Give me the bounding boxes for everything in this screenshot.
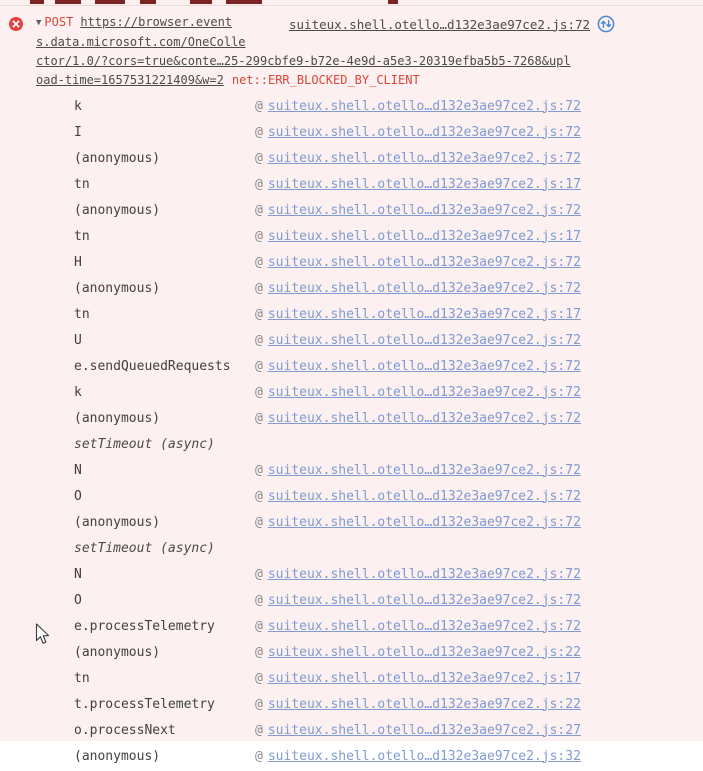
stack-source-link[interactable]: suiteux.shell.otello…d132e3ae97ce2.js:72 — [267, 488, 581, 504]
stack-function-name: t.processTelemetry — [74, 696, 215, 712]
stack-source-link[interactable]: suiteux.shell.otello…d132e3ae97ce2.js:22 — [267, 696, 581, 712]
stack-frame-location — [255, 151, 581, 166]
network-error-code: net::ERR_BLOCKED_BY_CLIENT — [231, 73, 420, 87]
stack-frame — [36, 483, 703, 509]
stack-frame — [36, 509, 703, 535]
stack-frame — [36, 535, 703, 561]
at-symbol: @ — [255, 722, 263, 738]
stack-function-name: setTimeout (async) — [74, 540, 215, 556]
at-symbol: @ — [255, 696, 263, 712]
stack-function-name: (anonymous) — [74, 202, 161, 218]
stack-source-link[interactable]: suiteux.shell.otello…d132e3ae97ce2.js:17 — [267, 306, 581, 322]
request-url-line-2[interactable]: s.data.microsoft.com/OneColle — [36, 35, 246, 49]
at-symbol: @ — [255, 462, 263, 478]
stack-frame — [36, 691, 703, 717]
request-method: POST — [44, 15, 74, 29]
stack-frame — [36, 665, 703, 691]
at-symbol: @ — [255, 306, 263, 322]
stack-source-link[interactable]: suiteux.shell.otello…d132e3ae97ce2.js:17 — [267, 670, 581, 686]
stack-source-link[interactable]: suiteux.shell.otello…d132e3ae97ce2.js:72 — [267, 618, 581, 634]
stack-frame-location — [255, 281, 581, 296]
stack-source-link[interactable]: suiteux.shell.otello…d132e3ae97ce2.js:72 — [267, 410, 581, 426]
stack-frame-location — [255, 619, 581, 634]
stack-function-name: tn — [74, 176, 90, 192]
stack-frame-location — [255, 307, 581, 322]
stack-frame-location — [255, 411, 581, 426]
clipped-glyph-fragment — [30, 0, 44, 4]
at-symbol: @ — [255, 592, 263, 608]
stack-frame — [36, 405, 703, 431]
clipped-glyph-fragment — [140, 0, 156, 4]
stack-function-name: N — [74, 566, 82, 582]
stack-frame — [36, 197, 703, 223]
stack-frame-location — [255, 255, 581, 270]
stack-function-name: o.processNext — [74, 722, 176, 738]
stack-frame — [36, 327, 703, 353]
stack-frame-location — [255, 749, 581, 764]
stack-frame-location — [255, 229, 581, 244]
stack-frame — [36, 587, 703, 613]
stack-source-link[interactable]: suiteux.shell.otello…d132e3ae97ce2.js:72 — [267, 202, 581, 218]
request-source — [289, 15, 615, 33]
stack-frame-location — [255, 723, 581, 738]
stack-frame-location — [255, 99, 581, 114]
clipped-glyph-fragment — [55, 0, 81, 4]
mouse-cursor — [35, 623, 50, 645]
error-icon — [9, 17, 23, 31]
stack-frame — [36, 743, 703, 769]
stack-function-name: (anonymous) — [74, 150, 161, 166]
stack-source-link[interactable]: suiteux.shell.otello…d132e3ae97ce2.js:72 — [267, 592, 581, 608]
stack-source-link[interactable]: suiteux.shell.otello…d132e3ae97ce2.js:72 — [267, 384, 581, 400]
stack-frame — [36, 379, 703, 405]
at-symbol: @ — [255, 254, 263, 270]
request-url-line-4[interactable]: oad-time=1657531221409&w=2 — [36, 73, 224, 87]
stack-source-link[interactable]: suiteux.shell.otello…d132e3ae97ce2.js:17 — [267, 176, 581, 192]
stack-frame — [36, 145, 703, 171]
expand-toggle-icon[interactable]: ▼ — [36, 18, 42, 28]
stack-source-link[interactable]: suiteux.shell.otello…d132e3ae97ce2.js:72 — [267, 566, 581, 582]
stack-frame-location — [255, 671, 581, 686]
stack-frame-location — [255, 125, 581, 140]
stack-frame — [36, 119, 703, 145]
stack-function-name: H — [74, 254, 82, 270]
stack-frame-location — [255, 333, 581, 348]
stack-source-link[interactable]: suiteux.shell.otello…d132e3ae97ce2.js:72 — [267, 124, 581, 140]
clipped-glyph-fragment — [190, 0, 212, 4]
stack-source-link[interactable]: suiteux.shell.otello…d132e3ae97ce2.js:22 — [267, 644, 581, 660]
clipped-glyph-fragment — [388, 0, 398, 4]
stack-frame — [36, 353, 703, 379]
stack-source-link[interactable]: suiteux.shell.otello…d132e3ae97ce2.js:72 — [267, 358, 581, 374]
initiator-network-icon[interactable] — [597, 15, 615, 33]
stack-function-name: O — [74, 592, 82, 608]
request-url-line-1[interactable]: https://browser.event — [80, 15, 233, 29]
stack-frame — [36, 171, 703, 197]
stack-frame-location — [255, 645, 581, 660]
stack-source-link[interactable]: suiteux.shell.otello…d132e3ae97ce2.js:72 — [267, 98, 581, 114]
stack-function-name: I — [74, 124, 82, 140]
stack-frame-location — [255, 177, 581, 192]
stack-function-name: N — [74, 462, 82, 478]
stack-frame — [36, 301, 703, 327]
stack-source-link[interactable]: suiteux.shell.otello…d132e3ae97ce2.js:27 — [267, 722, 581, 738]
stack-source-link[interactable]: suiteux.shell.otello…d132e3ae97ce2.js:72 — [267, 280, 581, 296]
stack-source-link[interactable]: suiteux.shell.otello…d132e3ae97ce2.js:72 — [267, 462, 581, 478]
stack-frame — [36, 561, 703, 587]
stack-frame-location — [255, 385, 581, 400]
clipped-glyph-fragment — [95, 0, 125, 4]
stack-frame-location — [255, 489, 581, 504]
at-symbol: @ — [255, 410, 263, 426]
at-symbol: @ — [255, 748, 263, 764]
stack-function-name: (anonymous) — [74, 748, 161, 764]
stack-function-name: k — [74, 98, 82, 114]
stack-function-name: tn — [74, 228, 90, 244]
stack-function-name: (anonymous) — [74, 410, 161, 426]
stack-function-name: (anonymous) — [74, 644, 161, 660]
stack-function-name: k — [74, 384, 82, 400]
stack-frame-location — [255, 359, 581, 374]
stack-frame — [36, 717, 703, 743]
at-symbol: @ — [255, 228, 263, 244]
at-symbol: @ — [255, 332, 263, 348]
at-symbol: @ — [255, 618, 263, 634]
stack-function-name: (anonymous) — [74, 280, 161, 296]
stack-trace — [36, 93, 703, 769]
stack-source-link[interactable]: suiteux.shell.otello…d132e3ae97ce2.js:32 — [267, 748, 581, 764]
at-symbol: @ — [255, 280, 263, 296]
request-source-link[interactable]: suiteux.shell.otello…d132e3ae97ce2.js:72 — [289, 16, 591, 32]
stack-source-link[interactable]: suiteux.shell.otello…d132e3ae97ce2.js:72 — [267, 332, 581, 348]
at-symbol: @ — [255, 644, 263, 660]
stack-source-link[interactable]: suiteux.shell.otello…d132e3ae97ce2.js:72 — [267, 150, 581, 166]
at-symbol: @ — [255, 566, 263, 582]
stack-frame — [36, 249, 703, 275]
stack-function-name: setTimeout (async) — [74, 436, 215, 452]
stack-function-name: e.processTelemetry — [74, 618, 215, 634]
at-symbol: @ — [255, 488, 263, 504]
at-symbol: @ — [255, 124, 263, 140]
at-symbol: @ — [255, 514, 263, 530]
stack-frame-location — [255, 203, 581, 218]
at-symbol: @ — [255, 150, 263, 166]
request-url-line-3[interactable]: ctor/1.0/?cors=true&conte…25-299cbfe9-b72e-4e9d-a5e3-20319efba5b5-7268&upl — [36, 54, 571, 68]
stack-frame-location — [255, 697, 581, 712]
at-symbol: @ — [255, 98, 263, 114]
stack-function-name: O — [74, 488, 82, 504]
stack-frame — [36, 457, 703, 483]
stack-frame-location — [255, 463, 581, 478]
stack-frame — [36, 93, 703, 119]
stack-source-link[interactable]: suiteux.shell.otello…d132e3ae97ce2.js:17 — [267, 228, 581, 244]
stack-function-name: e.sendQueuedRequests — [74, 358, 231, 374]
stack-frame-location — [255, 593, 581, 608]
at-symbol: @ — [255, 670, 263, 686]
at-symbol: @ — [255, 176, 263, 192]
stack-function-name: tn — [74, 670, 90, 686]
console-error-entry — [0, 6, 703, 771]
at-symbol: @ — [255, 384, 263, 400]
stack-function-name: tn — [74, 306, 90, 322]
clipped-glyph-fragment — [226, 0, 262, 4]
stack-frame — [36, 613, 703, 639]
at-symbol: @ — [255, 358, 263, 374]
stack-frame — [36, 275, 703, 301]
stack-frame — [36, 639, 703, 665]
stack-frame-location — [255, 567, 581, 582]
stack-source-link[interactable]: suiteux.shell.otello…d132e3ae97ce2.js:72 — [267, 514, 581, 530]
stack-frame-location — [255, 515, 581, 530]
stack-source-link[interactable]: suiteux.shell.otello…d132e3ae97ce2.js:72 — [267, 254, 581, 270]
stack-frame — [36, 223, 703, 249]
stack-function-name: U — [74, 332, 82, 348]
at-symbol: @ — [255, 202, 263, 218]
stack-frame — [36, 431, 703, 457]
stack-function-name: (anonymous) — [74, 514, 161, 530]
